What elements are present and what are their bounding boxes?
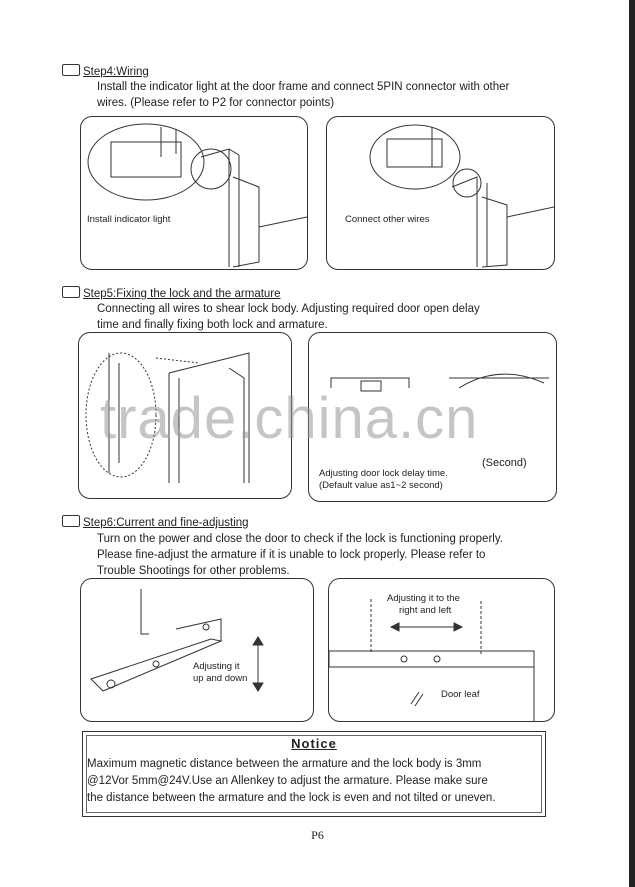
text-line: wires. (Please refer to P2 for connector points): [97, 97, 335, 109]
caption: Install indicator light: [87, 214, 171, 225]
text-line: Install the indicator light at the door frame and connect 5PIN connector with other: [97, 81, 510, 93]
caption: Adjusting it to the: [387, 593, 460, 604]
caption: right and left: [399, 605, 452, 616]
unit-label: (Second): [482, 457, 527, 469]
caption: Connect other wires: [345, 214, 430, 225]
notice-title: Notice: [291, 736, 337, 751]
caption: Door leaf: [441, 689, 480, 700]
step5-heading: [62, 286, 281, 300]
watermark: trade.china.cn: [100, 386, 479, 451]
text-line: @12Vor 5mm@24V.Use an Allenkey to adjust the armature. Please make sure: [87, 775, 488, 787]
step4-heading: [62, 64, 149, 78]
page-edge: [629, 0, 635, 887]
notice-text: [87, 756, 496, 807]
caption: Adjusting door lock delay time.: [319, 468, 448, 479]
step5-text: [97, 301, 480, 333]
step5-title: Step5:Fixing the lock and the armature: [83, 288, 281, 300]
notice-box: [82, 731, 546, 817]
pointing-hand-icon: [62, 286, 80, 298]
step4-title: Step4:Wiring: [83, 66, 149, 78]
step6-text: [97, 531, 503, 579]
illustration-horizontal-adjust: [328, 578, 555, 722]
pointing-hand-icon: [62, 515, 80, 527]
step6-heading: [62, 515, 249, 529]
illustration-vertical-adjust: [80, 578, 314, 722]
text-line: time and finally fixing both lock and armature.: [97, 319, 328, 331]
illustration-connect-wires: [326, 116, 555, 270]
caption: up and down: [193, 673, 248, 684]
text-line: Trouble Shootings for other problems.: [97, 565, 290, 577]
text-line: Turn on the power and close the door to check if the lock is functioning properly.: [97, 533, 503, 545]
text-line: the distance between the armature and the lock is even and not tilted or uneven.: [87, 792, 496, 804]
step4-text: [97, 79, 509, 111]
text-line: Maximum magnetic distance between the armature and the lock body is 3mm: [87, 758, 482, 770]
caption: Adjusting it: [193, 661, 240, 672]
text-line: Connecting all wires to shear lock body. Adjusting required door open delay: [97, 303, 480, 315]
illustration-install-indicator: [80, 116, 308, 270]
pointing-hand-icon: [62, 64, 80, 76]
text-line: Please fine-adjust the armature if it is unable to lock properly. Please refer to: [97, 549, 486, 561]
caption: (Default value as1~2 second): [319, 480, 443, 491]
step6-title: Step6:Current and fine-adjusting: [83, 517, 249, 529]
page-number: P6: [311, 828, 324, 842]
